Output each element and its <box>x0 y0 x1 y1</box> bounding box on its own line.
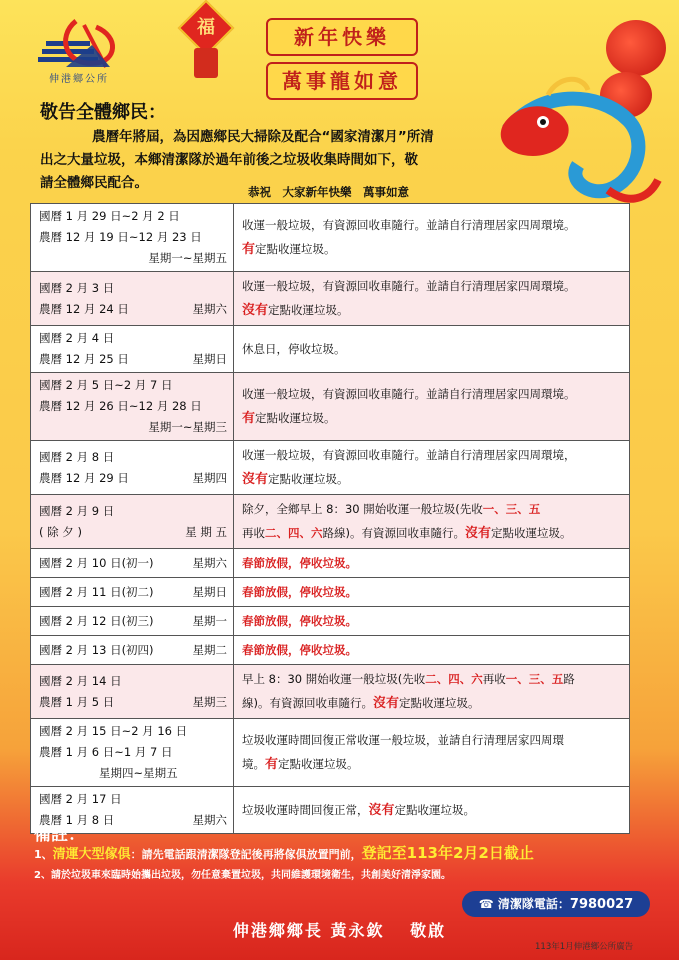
note-text: 定點收運垃圾。 <box>491 526 572 540</box>
date-cell <box>31 578 234 607</box>
note-text: 再收 <box>242 526 265 540</box>
note-cell <box>234 441 630 495</box>
note-2: 2、請於垃圾車來臨時始攜出垃圾，勿任意棄置垃圾，共同維護環境衛生，共創美好清淨家園。 <box>34 870 451 881</box>
table-row <box>31 495 630 549</box>
note-line <box>242 237 621 262</box>
note-text: 定點收運垃圾。 <box>394 802 476 817</box>
date-text: 國曆 2 月 10 日(初一) <box>39 555 154 570</box>
highlight-text: 有 <box>242 411 256 426</box>
date-line: 國曆 2 月 17 日 <box>39 792 122 806</box>
lantern-icon <box>606 20 666 76</box>
table-row <box>31 549 630 578</box>
lunar-text: 農曆 1 月 5 日 <box>39 694 115 709</box>
notes-title: 備註： <box>34 825 85 845</box>
weekday-text: 星期日 <box>192 352 227 366</box>
note-text: 定點收運垃圾。 <box>278 757 359 771</box>
note-cell: 春節放假，停收垃圾。 <box>234 607 630 636</box>
date-cell <box>31 719 234 787</box>
weekday-line: 星期一~星期三 <box>148 420 227 434</box>
weekday-text: 星期一 <box>192 613 227 628</box>
date-cell <box>31 495 234 549</box>
note-text: 垃圾收運時間回復正常， <box>242 802 369 817</box>
note-line: 收運一般垃圾，有資源回收車隨行。並請自行清理居家四周環境， <box>242 448 576 462</box>
note-cell: 休息日，停收垃圾。 <box>234 326 630 373</box>
note-line: 收運一般垃圾，有資源回收車隨行。並請自行清理居家四周環境。 <box>242 218 576 232</box>
note-text: 定點收運垃圾。 <box>268 303 349 317</box>
note-text: 路 <box>563 672 575 686</box>
table-row <box>31 719 630 787</box>
highlight-text: 沒有 <box>242 303 269 318</box>
note-cell <box>234 495 630 549</box>
note-line <box>242 467 621 492</box>
note-text: 境。 <box>242 757 265 771</box>
highlight-text: 有 <box>265 757 279 772</box>
note-cell <box>234 204 630 272</box>
note-cell: 春節放假，停收垃圾。 <box>234 549 630 578</box>
highlight-text: 沒有 <box>373 696 400 711</box>
date-cell <box>31 373 234 441</box>
note-keyword: 清運大型傢俱 <box>52 847 131 862</box>
intro-line: 農曆年將屆，為因應鄉民大掃除及配合“國家清潔月”所清 <box>92 129 434 145</box>
date-cell <box>31 665 234 719</box>
note-cell: 春節放假，停收垃圾。 <box>234 578 630 607</box>
firecracker-icon <box>194 48 218 78</box>
lunar-text: 農曆 12 月 25 日 <box>39 352 129 366</box>
note-line <box>242 667 621 691</box>
footer-credit: 113年1月伸港鄉公所廣告 <box>535 942 634 952</box>
note-line: 收運一般垃圾，有資源回收車隨行。並請自行清理居家四周環境。 <box>242 387 576 401</box>
date-cell <box>31 549 234 578</box>
note-text: 定點收運垃圾。 <box>255 242 336 256</box>
date-cell <box>31 607 234 636</box>
date-cell <box>31 204 234 272</box>
weekday-text: 星期六 <box>192 813 227 827</box>
table-row <box>31 204 630 272</box>
note-text: 再收 <box>482 672 506 686</box>
date-line: 國曆 2 月 9 日 <box>39 503 115 518</box>
note-text: 線)。有資源回收車隨行。 <box>242 696 373 710</box>
table-row <box>31 665 630 719</box>
highlight-text: 一、三、五 <box>482 502 541 516</box>
note-cell <box>234 373 630 441</box>
weekday-text: 星期日 <box>192 584 227 599</box>
dragon-illustration <box>488 70 663 220</box>
weekday-text: 星期二 <box>192 642 227 657</box>
weekday-text: 星期六 <box>192 555 227 570</box>
date-line: 國曆 2 月 3 日 <box>39 280 115 295</box>
note-text: ：請先電話跟清潔隊登記後再將傢俱放置門前， <box>130 848 362 861</box>
intro-line: 請全體鄉民配合。 <box>40 175 148 191</box>
table-row <box>31 636 630 665</box>
lunar-line: 農曆 12 月 26 日~12 月 28 日 <box>39 399 202 413</box>
table-row <box>31 326 630 373</box>
date-text: 國曆 2 月 12 日(初三) <box>39 613 154 628</box>
lunar-text: 農曆 12 月 29 日 <box>39 470 129 485</box>
highlight-text: 二、四、六 <box>425 672 483 686</box>
lunar-line: 農曆 1 月 6 日~1 月 7 日 <box>39 745 173 759</box>
note-line <box>242 497 621 521</box>
lunar-text: ( 除 夕 ) <box>39 524 82 539</box>
lunar-text: 農曆 1 月 8 日 <box>39 813 115 827</box>
table-row <box>31 272 630 326</box>
highlight-text: 沒有 <box>368 802 395 818</box>
table-row <box>31 607 630 636</box>
note-line: 垃圾收運時間回復正常收運一般垃圾，並請自行清理居家四周環 <box>242 733 564 747</box>
lunar-line <box>39 349 227 370</box>
note-text: 定點收運垃圾。 <box>255 411 336 425</box>
note-cell <box>234 665 630 719</box>
date-cell <box>31 326 234 373</box>
date-text: 國曆 2 月 11 日(初二) <box>39 584 154 599</box>
date-line: 國曆 2 月 4 日 <box>39 331 115 345</box>
signature: 伸港鄉鄉長 黃永欽 敬啟 <box>232 921 447 940</box>
date-text: 國曆 2 月 13 日(初四) <box>39 642 154 657</box>
table-row <box>31 441 630 495</box>
note-cell <box>234 272 630 326</box>
note-text: 除夕，全鄉早上 8：30 開始收運一般垃圾(先收 <box>242 502 483 516</box>
note-line <box>242 521 621 546</box>
lunar-line <box>39 692 227 713</box>
phone-icon: ☎ <box>478 897 498 911</box>
note-1 <box>34 842 534 863</box>
new-year-wish: 恭祝 大家新年快樂 萬事如意 <box>248 185 409 199</box>
logo-text: 伸港鄉公所 <box>49 74 109 85</box>
weekday-line: 星期一~星期五 <box>148 251 227 265</box>
weekday-text: 星期六 <box>192 301 227 316</box>
date-line: 國曆 1 月 29 日~2 月 2 日 <box>39 209 180 223</box>
note-deadline: 登記至113年2月2日截止 <box>361 844 534 862</box>
highlight-text: 有 <box>242 242 256 257</box>
highlight-text: 沒有 <box>242 472 269 487</box>
date-line: 國曆 2 月 15 日~2 月 16 日 <box>39 724 188 738</box>
highlight-text: 二、四、六 <box>265 526 323 540</box>
lunar-line: 農曆 12 月 19 日~12 月 23 日 <box>39 230 202 244</box>
table-row <box>31 787 630 834</box>
note-line <box>242 298 621 323</box>
highlight-text: 沒有 <box>465 526 492 541</box>
note-cell <box>234 787 630 834</box>
date-cell <box>31 441 234 495</box>
note-text: 定點收運垃圾。 <box>268 472 349 486</box>
note-text: 路線)。有資源回收車隨行。 <box>322 526 465 540</box>
note-cell: 春節放假，停收垃圾。 <box>234 636 630 665</box>
date-line: 國曆 2 月 5 日~2 月 7 日 <box>39 378 173 392</box>
date-line: 國曆 2 月 8 日 <box>39 449 115 464</box>
note-line <box>242 406 621 431</box>
lunar-line <box>39 299 227 320</box>
greeting: 敬告全體鄉民： <box>40 102 166 123</box>
title-good-wishes: 萬事龍如意 <box>266 62 418 100</box>
lunar-text: 農曆 12 月 24 日 <box>39 301 129 316</box>
date-cell <box>31 272 234 326</box>
weekday-text: 星 期 五 <box>185 524 227 539</box>
date-line: 國曆 2 月 14 日 <box>39 673 122 688</box>
weekday-text: 星期四 <box>192 470 227 485</box>
table-row <box>31 578 630 607</box>
weekday-text: 星期三 <box>192 694 227 709</box>
intro-line: 出之大量垃圾，本鄉清潔隊於過年前後之垃圾收集時間如下，敬 <box>40 152 418 168</box>
note-text: 早上 8：30 開始收運一般垃圾(先收 <box>242 672 426 686</box>
phone-badge <box>462 891 650 917</box>
note-line <box>242 691 621 716</box>
highlight-text: 一、三、五 <box>505 672 564 686</box>
phone-label: 清潔隊電話： <box>497 897 570 911</box>
date-cell <box>31 636 234 665</box>
note-number: 1、 <box>34 848 53 861</box>
collection-schedule-table <box>30 203 630 834</box>
phone-number: 7980027 <box>569 897 634 912</box>
weekday-line: 星期四~星期五 <box>99 766 178 780</box>
note-text: 定點收運垃圾。 <box>399 696 480 710</box>
fu-badge-char: 福 <box>197 17 215 38</box>
note-cell <box>234 719 630 787</box>
table-row <box>31 373 630 441</box>
note-line <box>242 752 621 777</box>
lunar-line <box>39 522 227 543</box>
title-new-year: 新年快樂 <box>266 18 418 56</box>
note-line: 收運一般垃圾，有資源回收車隨行。並請自行清理居家四周環境。 <box>242 279 576 293</box>
lunar-line <box>39 468 227 489</box>
